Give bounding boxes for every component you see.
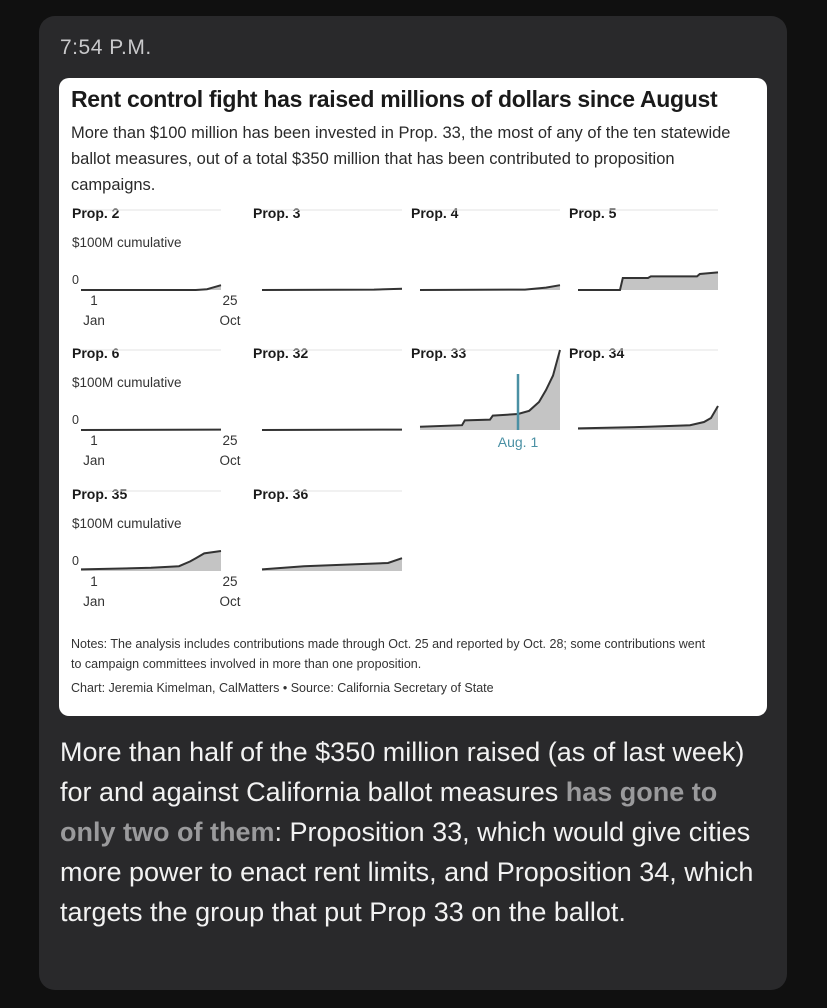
x-tick-month-1-prop-6: Oct bbox=[219, 453, 241, 468]
x-tick-0-prop-35: 1 bbox=[90, 574, 98, 589]
panel-title-prop-32: Prop. 32 bbox=[253, 345, 309, 361]
chart-subtitle: More than $100 million has been invested in Prop. 33, the most of any of the ten statewide ballot measures, out of a total $350 million that has been contributed to proposition campaigns. bbox=[71, 124, 731, 194]
y-tick-zero-prop-35: 0 bbox=[72, 554, 79, 568]
y-axis-label-prop-2: $100M cumulative bbox=[72, 235, 182, 250]
y-tick-zero-prop-6: 0 bbox=[72, 413, 79, 427]
panel-title-prop-33: Prop. 33 bbox=[411, 345, 467, 361]
message-text-end: : Proposition 33, which would give cities more power to enact rent limits, and Proposition 34, which targets the group that put Prop 33 on the ballot. bbox=[60, 817, 754, 927]
y-axis-label-prop-6: $100M cumulative bbox=[72, 375, 182, 390]
message-text bbox=[60, 732, 775, 932]
chart-credit: Chart: Jeremia Kimelman, CalMatters • Source: California Secretary of State bbox=[71, 681, 494, 695]
panel-title-prop-2: Prop. 2 bbox=[72, 205, 120, 221]
chart-image[interactable] bbox=[59, 78, 767, 716]
y-axis-label-prop-35: $100M cumulative bbox=[72, 516, 182, 531]
panel-title-prop-4: Prop. 4 bbox=[411, 205, 459, 221]
panel-title-prop-36: Prop. 36 bbox=[253, 486, 309, 502]
y-tick-zero-prop-2: 0 bbox=[72, 273, 79, 287]
message-card bbox=[39, 16, 787, 990]
x-tick-month-0-prop-6: Jan bbox=[83, 453, 105, 468]
area-line-prop-2 bbox=[81, 285, 221, 290]
panel-title-prop-3: Prop. 3 bbox=[253, 205, 301, 221]
panel-title-prop-6: Prop. 6 bbox=[72, 345, 120, 361]
x-tick-1-prop-6: 25 bbox=[222, 433, 238, 448]
x-tick-0-prop-6: 1 bbox=[90, 433, 98, 448]
panel-title-prop-5: Prop. 5 bbox=[569, 205, 617, 221]
x-tick-month-1-prop-2: Oct bbox=[219, 313, 241, 328]
x-tick-month-0-prop-2: Jan bbox=[83, 313, 105, 328]
x-tick-1-prop-2: 25 bbox=[222, 293, 238, 308]
panel-title-prop-34: Prop. 34 bbox=[569, 345, 625, 361]
message-timestamp: 7:54 P.M. bbox=[60, 36, 152, 59]
annotation-label-prop-33: Aug. 1 bbox=[497, 434, 539, 450]
chart-title: Rent control fight has raised millions of dollars since August bbox=[71, 86, 718, 112]
small-multiples-chart bbox=[59, 78, 767, 628]
area-line-prop-3 bbox=[262, 289, 402, 290]
area-fill-prop-5 bbox=[578, 272, 718, 290]
x-tick-0-prop-2: 1 bbox=[90, 293, 98, 308]
message-text-start: More than half of the $350 million raised (as of last week) for and against California ballot measures bbox=[60, 737, 745, 807]
x-tick-month-0-prop-35: Jan bbox=[83, 594, 105, 609]
x-tick-month-1-prop-35: Oct bbox=[219, 594, 241, 609]
x-tick-1-prop-35: 25 bbox=[222, 574, 238, 589]
chart-notes: Notes: The analysis includes contributions made through Oct. 25 and reported by Oct. 28; some contributions went to campaign committees involved in more than one proposition. bbox=[71, 637, 706, 671]
article-link[interactable]: has gone to only two of them bbox=[60, 777, 718, 847]
panel-title-prop-35: Prop. 35 bbox=[72, 486, 128, 502]
